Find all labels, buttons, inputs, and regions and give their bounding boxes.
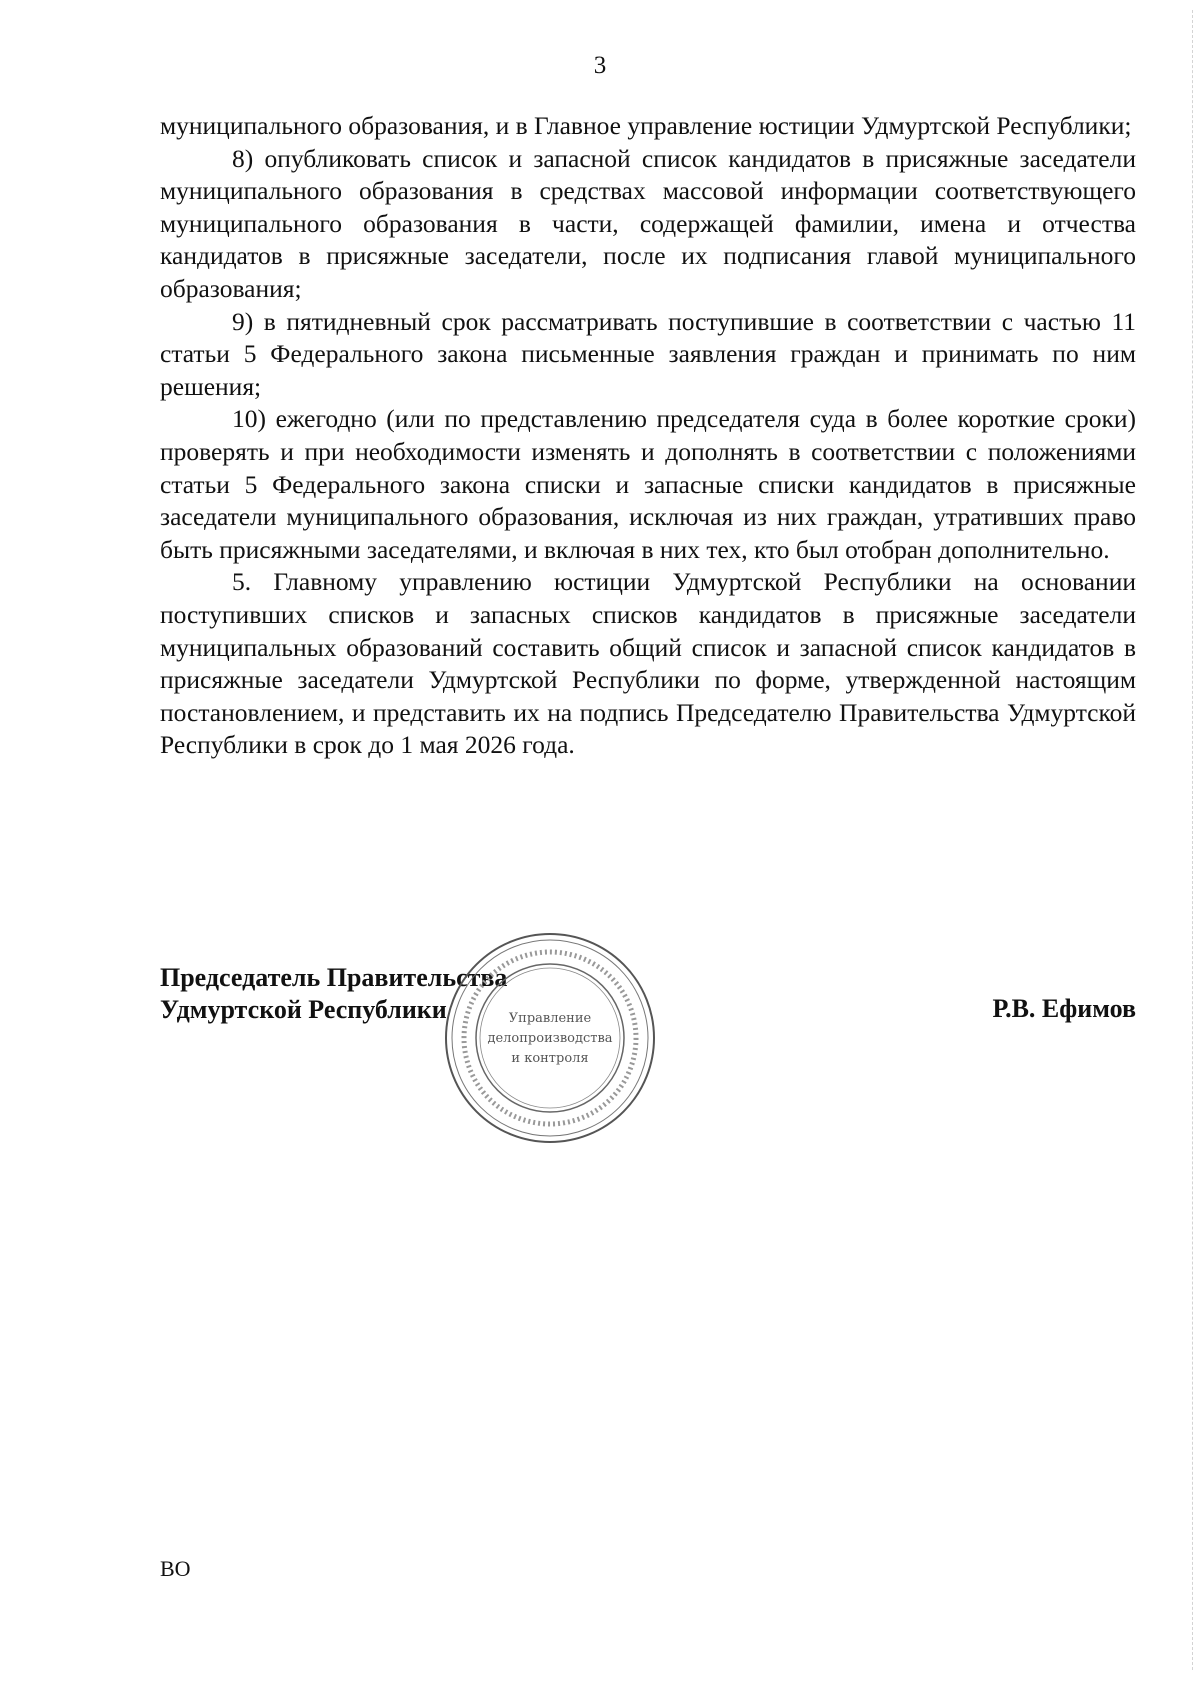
page-number: 3 bbox=[593, 52, 607, 79]
stamp-text-line1: Управление bbox=[508, 1011, 592, 1026]
stamp-text-line3: и контроля bbox=[511, 1051, 589, 1066]
paragraph-point-5: 5. Главному управлению юстиции Удмуртской Республики на основании поступивших списков и запасных списков кандидатов в присяжные заседатели муниципальных образований составить общий список и запасной список кандидатов в присяжные заседатели Удмуртской Республики по форме, утвержденной настоящим постановлением, и представить их на подпись Председателю Правительства Удмуртской Республики в срок до 1 мая 2026 года. bbox=[160, 567, 1136, 760]
signatory-name: Р.В. Ефимов bbox=[992, 994, 1136, 1023]
paragraph-item-10: 10) ежегодно (или по представлению председателя суда в более короткие сроки) проверять и при необходимости изменять и дополнять в соответствии с положениями статьи 5 Федерального закона списки и запасные списки кандидатов в присяжные заседатели муниципального образования, исключая из них граждан, утративших право быть присяжными заседателями, и включая в них тех, кто был отобран дополнительно. bbox=[160, 404, 1136, 564]
paragraph-item-8: 8) опубликовать список и запасной список кандидатов в присяжные заседатели муниципального образования в средствах массовой информации соответствующего муниципального образования в части, содержащей фамилии, имена и отчества кандидатов в присяжные заседатели, после их подписания главой муниципального образования; bbox=[160, 143, 1136, 303]
scan-edge-line bbox=[1192, 10, 1194, 1670]
executor-initials: ВО bbox=[160, 1556, 191, 1581]
official-seal-stamp bbox=[440, 928, 660, 1148]
paragraph-item-9: 9) в пятидневный срок рассматривать поступившие в соответствии с частью 11 статьи 5 Федерального закона письменные заявления граждан и принимать по ним решения; bbox=[160, 306, 1136, 401]
stamp-text-line2: делопроизводства bbox=[487, 1031, 613, 1046]
document-body bbox=[160, 110, 1136, 762]
signatory-position-line2: Удмуртской Республики bbox=[160, 995, 447, 1024]
signatory-position-line1: Председатель Правительства bbox=[160, 963, 508, 992]
paragraph-continuation: муниципального образования, и в Главное управление юстиции Удмуртской Республики; bbox=[160, 111, 1132, 140]
